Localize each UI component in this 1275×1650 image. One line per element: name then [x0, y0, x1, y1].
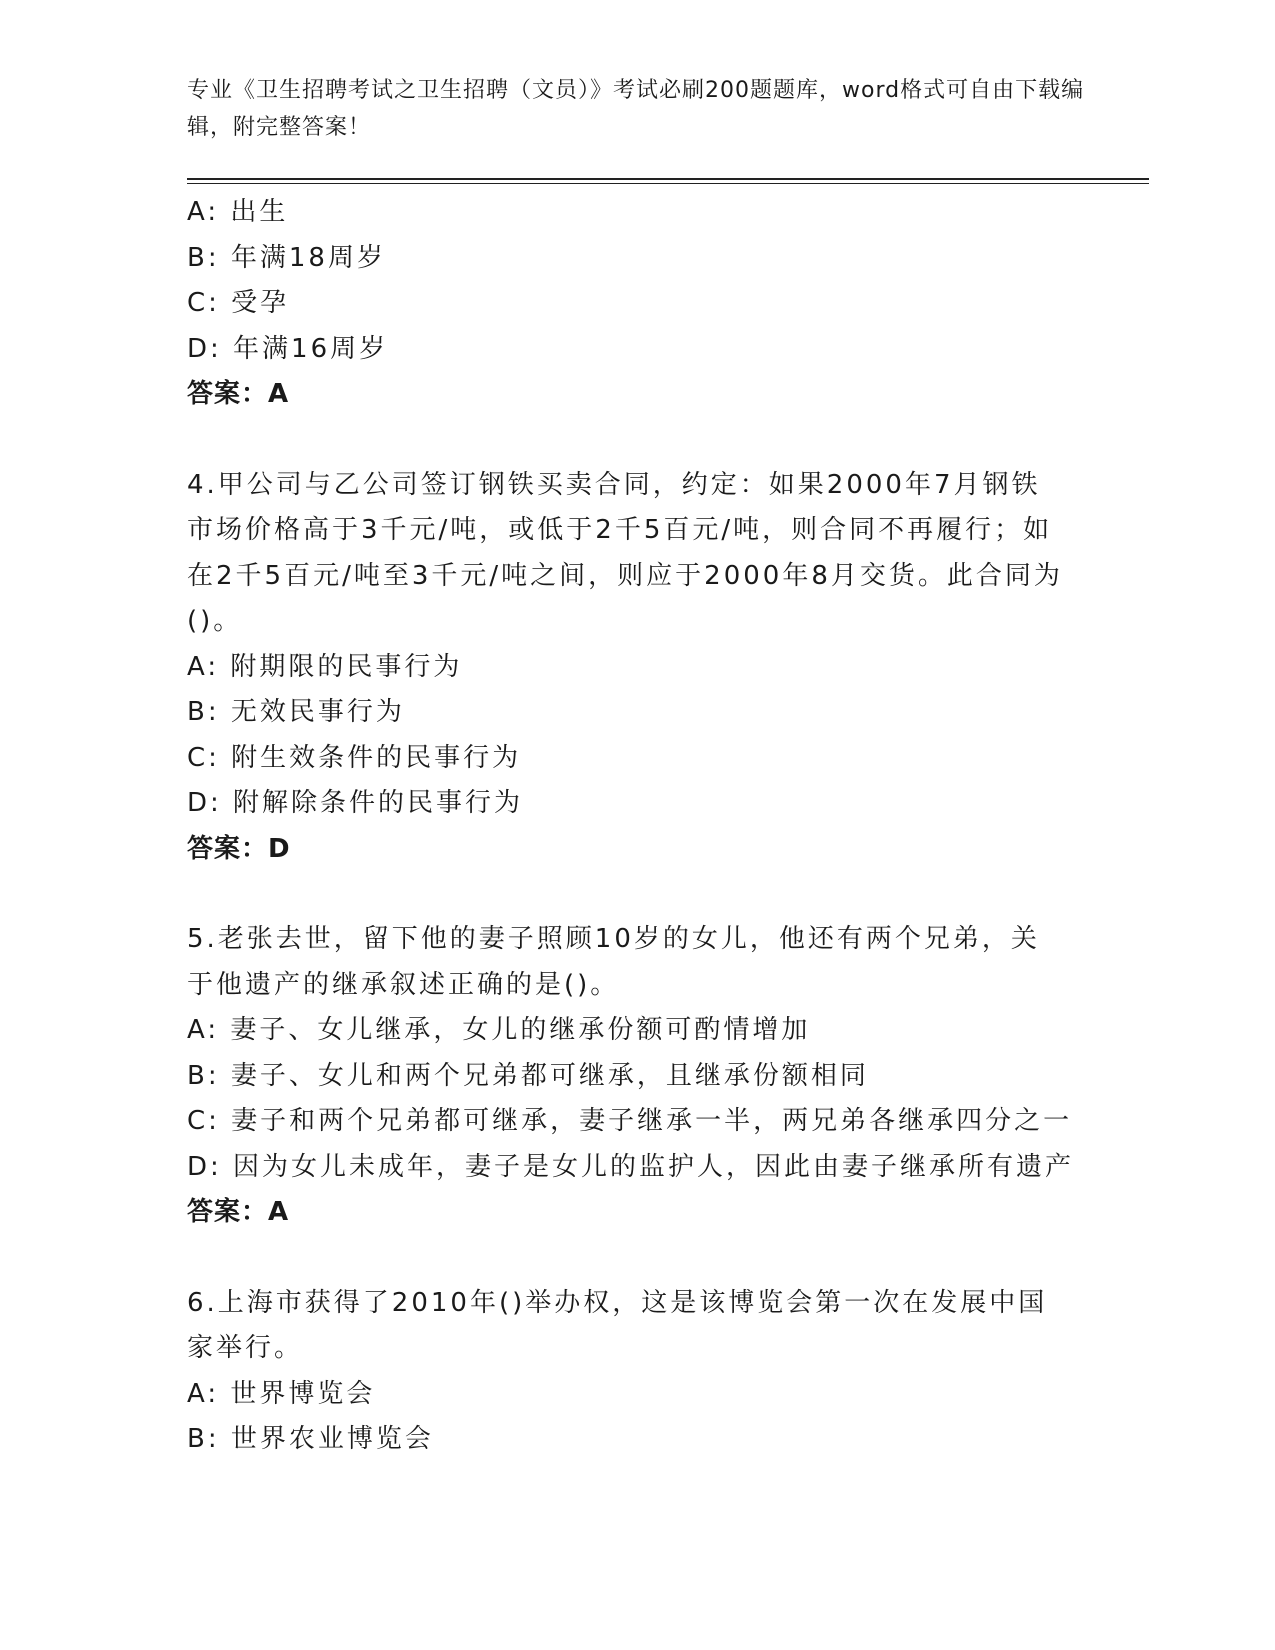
header-divider-thin — [187, 183, 1149, 184]
answer: 答案：A — [187, 1197, 290, 1227]
question-stem: 4.甲公司与乙公司签订钢铁买卖合同，约定：如果2000年7月钢铁市场价格高于3千元/吨，或低于2千5百元/吨，则合同不再履行；如在2千5百元/吨至3千元/吨之间，则应于2000年8月交货。此合同为()。 — [187, 469, 1063, 636]
question-stem: 6.上海市获得了2010年()举办权，这是该博览会第一次在发展中国家举行。 — [187, 1287, 1048, 1363]
question-content — [187, 190, 1087, 1463]
option-c: C: 妻子和两个兄弟都可继承，妻子继承一半，两兄弟各继承四分之一 — [187, 1106, 1073, 1136]
question-4 — [187, 463, 1087, 873]
header-divider — [187, 178, 1149, 180]
answer: 答案：D — [187, 833, 291, 864]
option-d: D: 因为女儿未成年，妻子是女儿的监护人，因此由妻子继承所有遗产 — [187, 1151, 1075, 1182]
question-6 — [187, 1281, 1087, 1463]
option-d: D: 附解除条件的民事行为 — [187, 788, 524, 818]
answer: 答案：A — [187, 379, 290, 409]
option-b: B: 妻子、女儿和两个兄弟都可继承，且继承份额相同 — [187, 1060, 869, 1091]
question-5 — [187, 917, 1087, 1236]
option-a: A: 出生 — [187, 197, 289, 227]
document-header: 专业《卫生招聘考试之卫生招聘（文员）》考试必刷200题题库，word格式可自由下载编辑，附完整答案！ — [187, 78, 1085, 140]
option-b: B: 世界农业博览会 — [187, 1424, 434, 1454]
option-c: C: 附生效条件的民事行为 — [187, 742, 522, 773]
option-c: C: 受孕 — [187, 288, 290, 318]
option-a: A: 附期限的民事行为 — [187, 651, 463, 682]
question-stem: 5.老张去世，留下他的妻子照顾10岁的女儿，他还有两个兄弟，关于他遗产的继承叙述正确的是()。 — [187, 924, 1040, 1000]
option-b: B: 无效民事行为 — [187, 697, 405, 727]
option-a: A: 世界博览会 — [187, 1378, 376, 1409]
option-a: A: 妻子、女儿继承，女儿的继承份额可酌情增加 — [187, 1015, 811, 1045]
question-3 — [187, 190, 1087, 418]
option-d: D: 年满16周岁 — [187, 333, 389, 364]
option-b: B: 年满18周岁 — [187, 242, 386, 273]
